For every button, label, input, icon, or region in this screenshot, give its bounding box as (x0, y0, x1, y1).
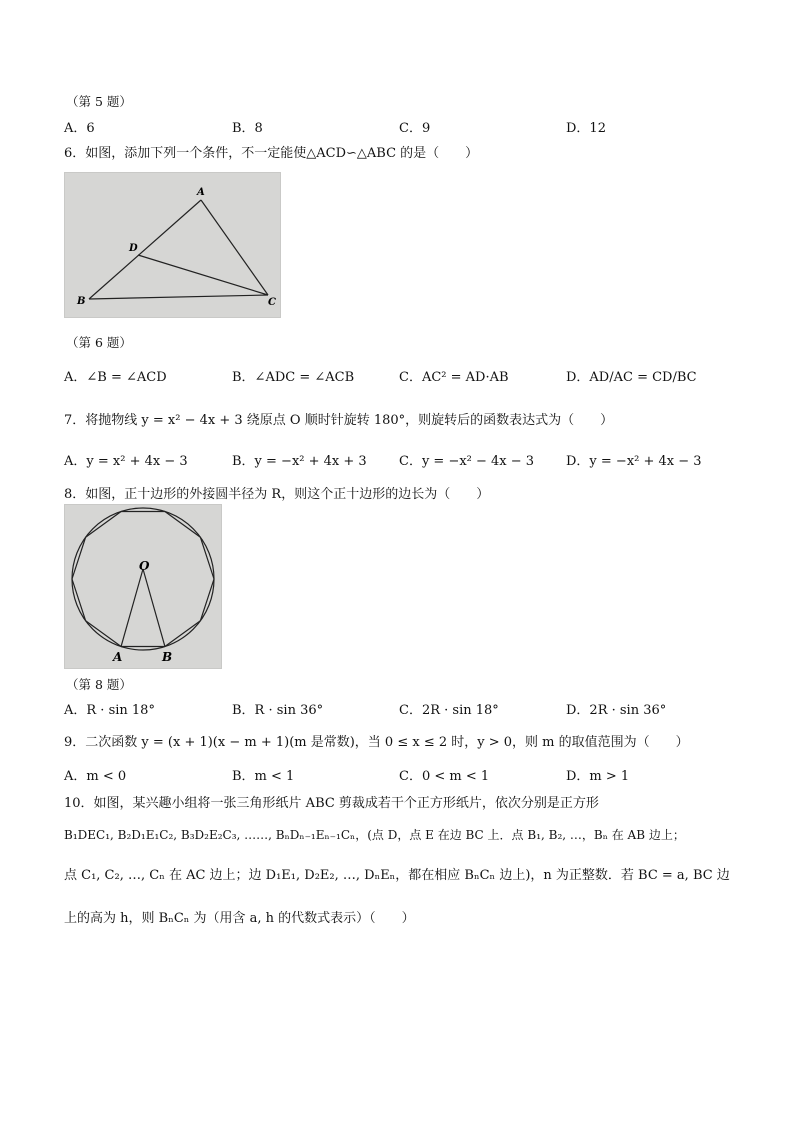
q7-option-a: A．y = x² + 4x − 3 (64, 454, 188, 469)
q9-option-d: D．m > 1 (566, 769, 630, 784)
q8-label-o: O (139, 559, 150, 573)
q5-option-b: B．8 (232, 121, 263, 136)
q6-label-d: D (129, 243, 138, 254)
q8-caption: （第 8 题） (66, 677, 132, 692)
q6-option-a: A．∠B = ∠ACD (64, 370, 167, 385)
q10-line-4: 上的高为 h，则 BₙCₙ 为（用含 a, h 的代数式表示）（ ） (64, 911, 415, 926)
q9-option-c: C．0 < m < 1 (399, 769, 490, 784)
q8-option-c: C．2R · sin 18° (399, 703, 499, 718)
q6-label-b: B (77, 296, 86, 307)
q8-stem: 8．如图，正十边形的外接圆半径为 R，则这个正十边形的边长为（ ） (64, 487, 490, 502)
q6-option-b: B．∠ADC = ∠ACB (232, 370, 355, 385)
q5-option-d: D．12 (566, 121, 606, 136)
q7-option-b: B．y = −x² + 4x + 3 (232, 454, 367, 469)
q5-option-a: A．6 (64, 121, 95, 136)
q6-label-c: C (268, 297, 276, 308)
q5-caption: （第 5 题） (66, 94, 132, 109)
q10-line-1: 10．如图，某兴趣小组将一张三角形纸片 ABC 剪裁成若干个正方形纸片，依次分别是正方形 (64, 796, 599, 811)
q6-label-a: A (197, 187, 205, 198)
q9-stem: 9．二次函数 y = (x + 1)(x − m + 1)(m 是常数)，当 0 ≤ x ≤ 2 时，y > 0，则 m 的取值范围为（ ） (64, 735, 689, 750)
q9-option-b: B．m < 1 (232, 769, 295, 784)
q6-stem: 6．如图，添加下列一个条件，不一定能使△ACD∽△ABC 的是（ ） (64, 146, 479, 161)
q6-caption: （第 6 题） (66, 335, 132, 350)
q7-option-c: C．y = −x² − 4x − 3 (399, 454, 535, 469)
q8-option-d: D．2R · sin 36° (566, 703, 667, 718)
q10-line-2: B₁DEC₁, B₂D₁E₁C₂, B₃D₂E₂C₃, ……, BₙDₙ₋₁Eₙ₋₁Cₙ，(点 D，点 E 在边 BC 上．点 B₁, B₂, …，Bₙ 在 AB 边上； (64, 828, 685, 842)
q8-figure (64, 504, 222, 669)
q7-option-d: D．y = −x² + 4x − 3 (566, 454, 702, 469)
q6-option-c: C．AC² = AD·AB (399, 370, 509, 385)
q9-option-a: A．m < 0 (64, 769, 127, 784)
q6-figure (64, 172, 281, 318)
q10-line-3: 点 C₁, C₂, …, Cₙ 在 AC 边上；边 D₁E₁, D₂E₂, …, DₙEₙ，都在相应 BₙCₙ 边上)，n 为正整数．若 BC = a, BC 边 (64, 868, 730, 883)
q5-option-c: C．9 (399, 121, 431, 136)
q8-option-a: A．R · sin 18° (64, 703, 155, 718)
q6-option-d: D．AD/AC = CD/BC (566, 370, 697, 385)
q7-stem: 7．将抛物线 y = x² − 4x + 3 绕原点 O 顺时针旋转 180°，则旋转后的函数表达式为（ ） (64, 413, 614, 428)
q8-option-b: B．R · sin 36° (232, 703, 324, 718)
q8-label-a: A (113, 650, 123, 664)
q8-label-b: B (162, 650, 173, 664)
